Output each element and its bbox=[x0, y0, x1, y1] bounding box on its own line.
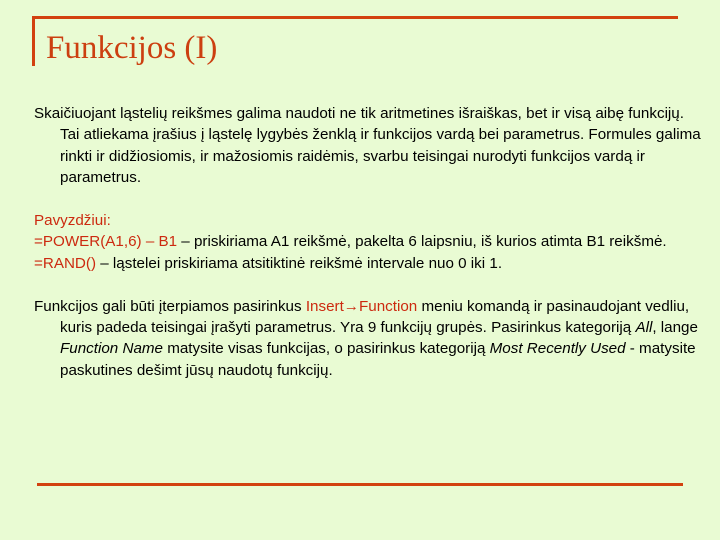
intro-paragraph: Skaičiuojant ląstelių reikšmes galima naudoti ne tik aritmetines išraiškas, bet ir visą aibę funkcijų. Tai atliekama įrašius į ląstelę lygybės ženklą ir funkcijos vardą bei parametrus. Formules galima rinkti ir didžiosiomis, ir mažosiomis raidėmis, svarbu teisingai nurodyti funkcijos vardą ir parametrus. bbox=[34, 105, 701, 187]
text-segment: meniu komandą ir pasinaudojant vedliu, kuris padeda teisingai įrašyti parametrus. Yra 9 funkcijų grupės. Pasirinkus kategoriją bbox=[60, 297, 690, 337]
text-segment: , lange bbox=[652, 319, 698, 337]
slide-body bbox=[34, 103, 704, 403]
category-most-recently-used: Most Recently Used bbox=[489, 340, 626, 358]
example-block bbox=[34, 210, 704, 274]
insert-function-paragraph bbox=[34, 296, 704, 382]
text-segment: - matysite paskutines dešimt jūsų naudotų funkcijų. bbox=[60, 340, 696, 379]
title-frame-top-line bbox=[32, 16, 678, 19]
example-desc-power: – priskiriama A1 reikšmė, pakelta 6 laipsniu, iš kurios atimta B1 reikšmė. bbox=[177, 233, 667, 251]
example-heading: Pavyzdžiui: bbox=[34, 212, 111, 230]
example-desc-rand: – ląstelei priskiriama atsitiktinė reikšmė intervale nuo 0 iki 1. bbox=[96, 254, 503, 272]
example-line-power bbox=[34, 231, 704, 252]
menu-path: Insert→Function bbox=[305, 297, 418, 315]
category-all: All bbox=[635, 319, 653, 337]
title-frame-left-line bbox=[32, 16, 35, 66]
example-formula-rand: =RAND() bbox=[34, 254, 97, 272]
bottom-divider bbox=[37, 483, 683, 486]
text-segment: Funkcijos gali būti įterpiamos pasirinkus bbox=[34, 297, 306, 315]
function-name-label: Function Name bbox=[60, 340, 163, 358]
slide-title: Funkcijos (I) bbox=[46, 30, 218, 66]
example-formula-power: =POWER(A1,6) – B1 bbox=[34, 233, 178, 251]
text-segment: matysite visas funkcijas, o pasirinkus kategoriją bbox=[162, 340, 490, 358]
example-line-rand bbox=[34, 253, 704, 274]
